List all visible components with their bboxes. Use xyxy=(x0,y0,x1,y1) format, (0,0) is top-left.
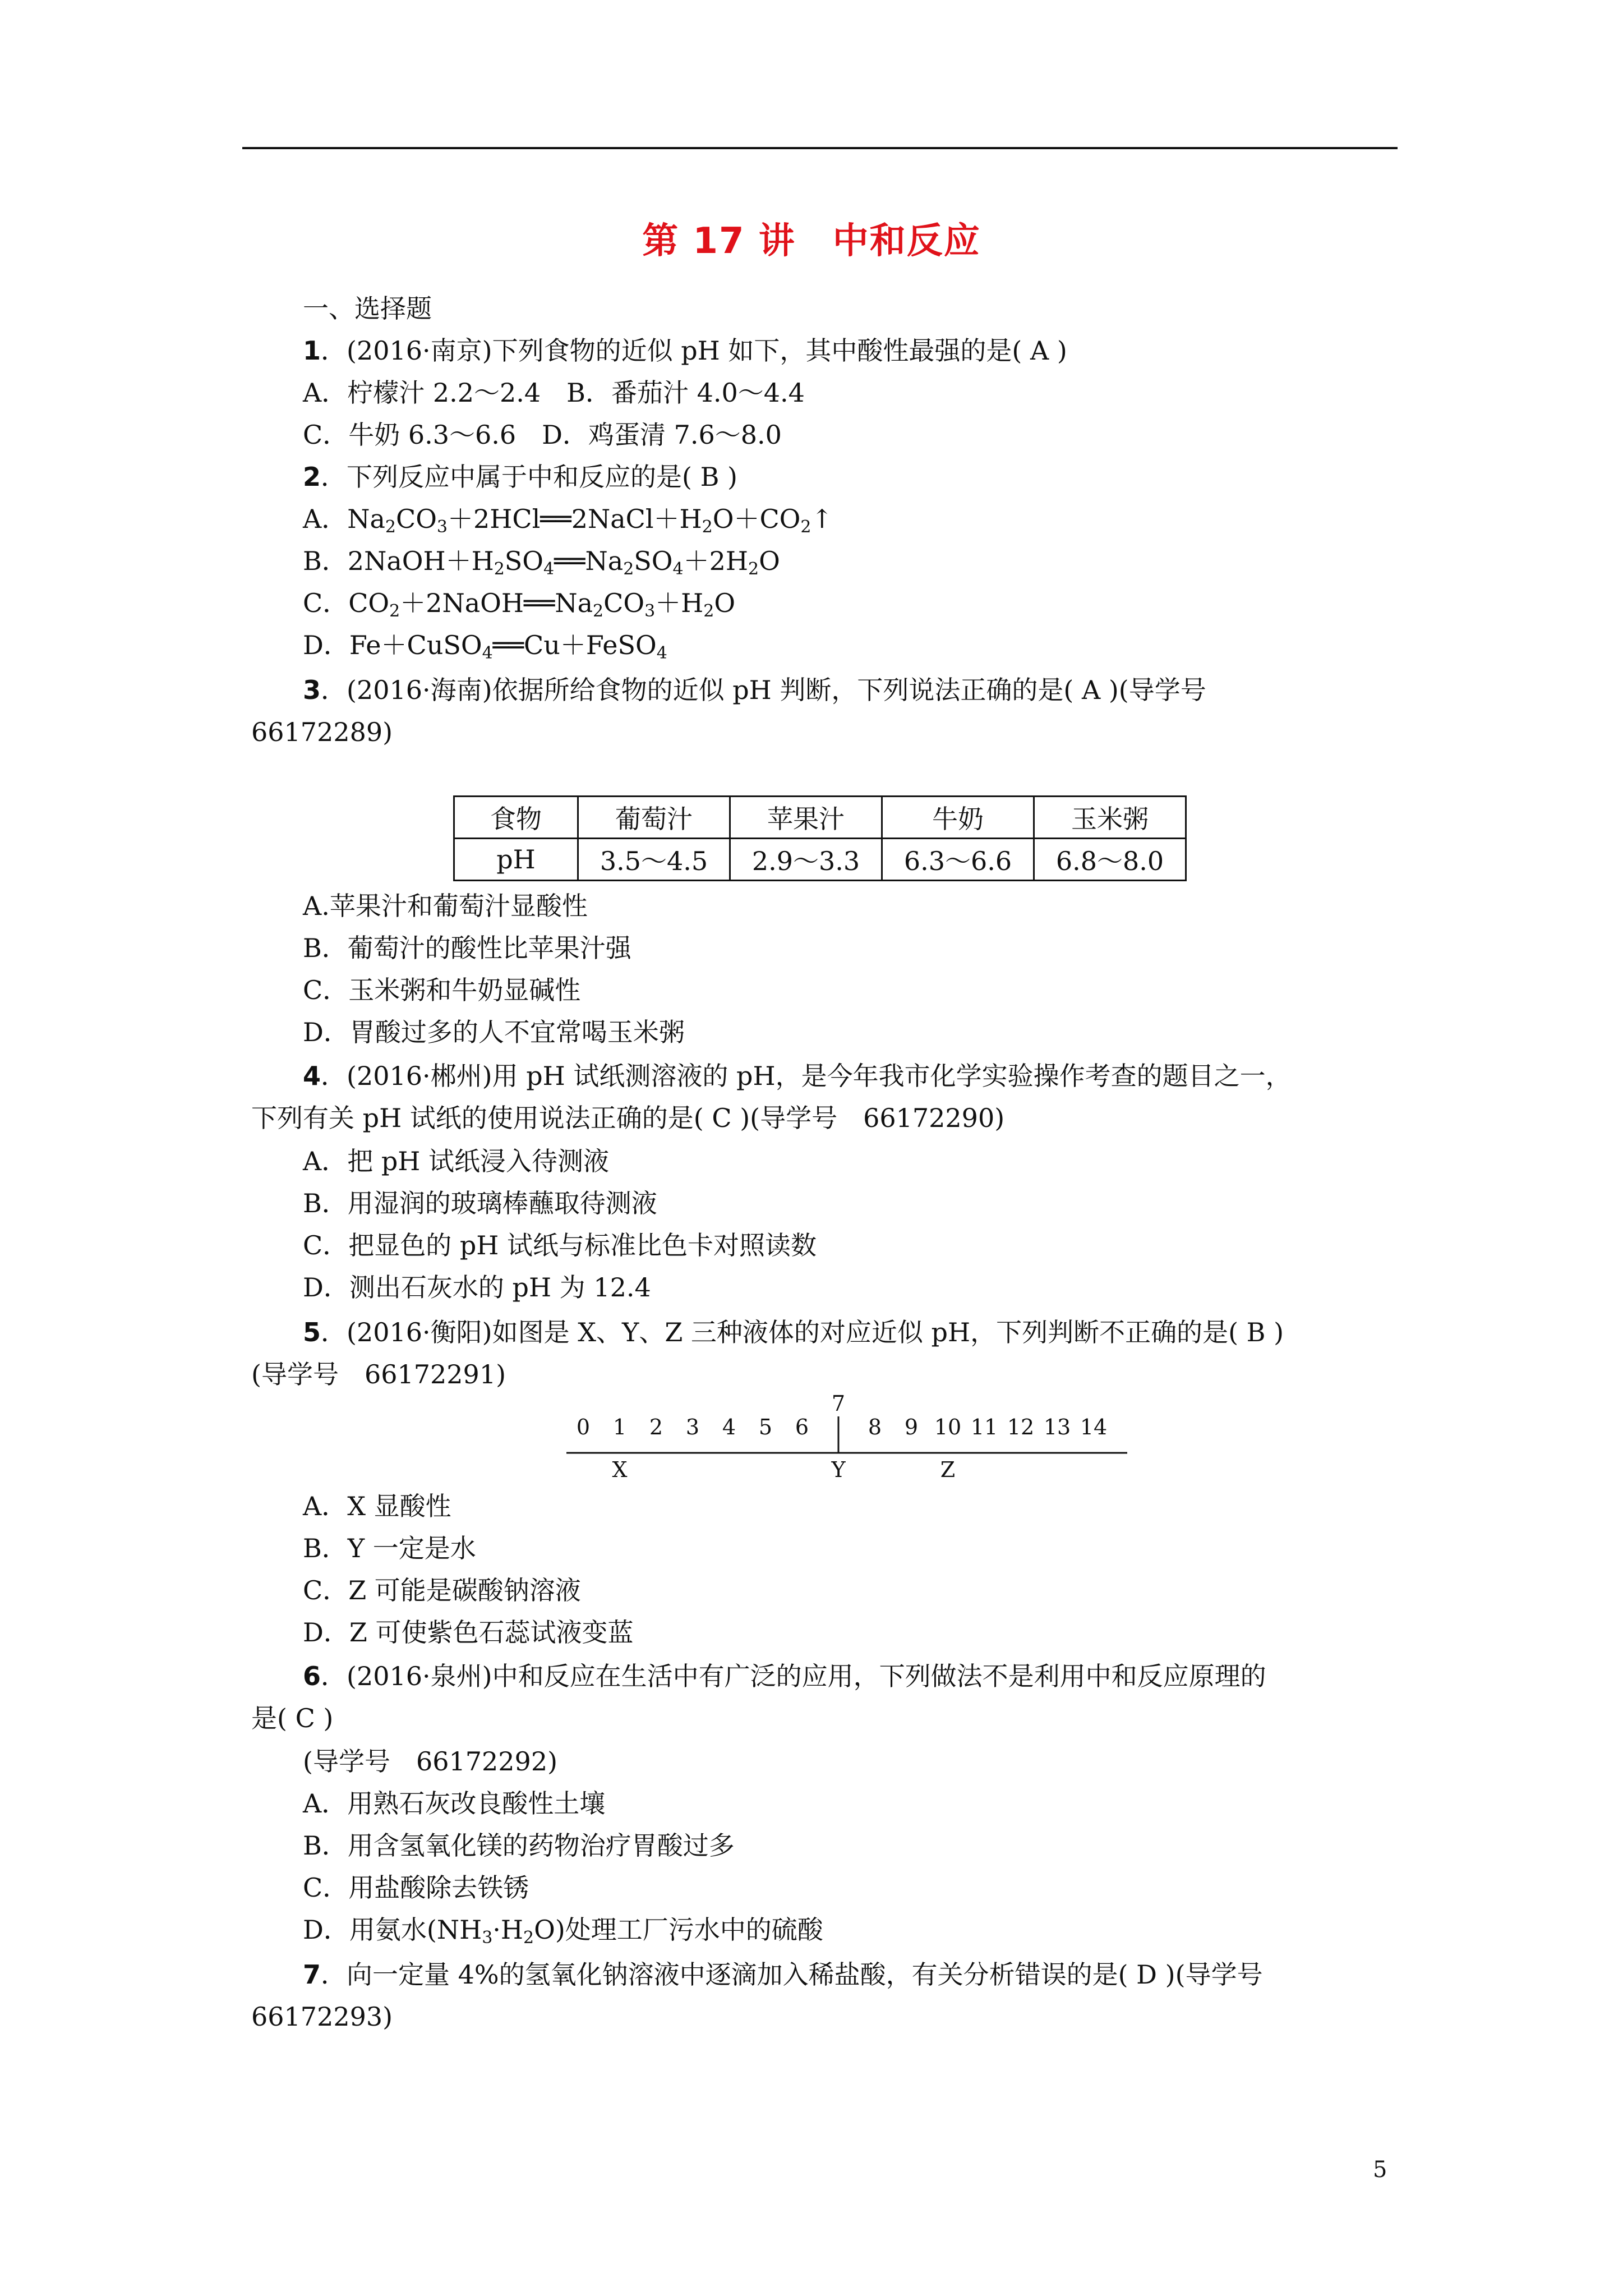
question-6-cont: 是( C ) xyxy=(251,1703,334,1733)
q4-option-d: D．测出石灰水的 pH 为 12.4 xyxy=(303,1272,651,1303)
q4-option-a: A．把 pH 试纸浸入待测液 xyxy=(303,1146,610,1176)
q2-option-b: B．$2NaOH+H_2SO_4══Na_2SO_4+2H_2O$ xyxy=(303,546,780,579)
tick-label: 7 xyxy=(831,1391,846,1416)
question-4-cont: 下列有关 pH 试纸的使用说法正确的是( C )(导学号 66172290) xyxy=(251,1103,1005,1133)
section-heading: 一、选择题 xyxy=(303,293,432,324)
tick-label: 9 xyxy=(904,1415,919,1439)
question-3: 3．(2016·海南)依据所给食物的近似 pH 判断，下列说法正确的是( A )(导学号 xyxy=(303,675,1206,705)
table-cell: 6.8～8.0 xyxy=(1034,839,1186,881)
table-header-row xyxy=(454,797,1186,839)
tick-label: 11 xyxy=(970,1415,998,1439)
marker-label: Z xyxy=(940,1457,956,1482)
q6-option-c: C．用盐酸除去铁锈 xyxy=(303,1872,529,1903)
table-cell: 玉米粥 xyxy=(1034,797,1186,839)
question-5-ref: (导学号 66172291) xyxy=(251,1359,506,1389)
q1-options-ab: A．柠檬汁 2.2～2.4 B．番茄汁 4.0～4.4 xyxy=(303,378,805,408)
q6-option-b: B．用含氢氧化镁的药物治疗胃酸过多 xyxy=(303,1830,735,1861)
q3-option-a: A.苹果汁和葡萄汁显酸性 xyxy=(303,891,588,921)
tick-label: 2 xyxy=(649,1415,663,1439)
ph-scale-svg xyxy=(566,1391,1130,1482)
tick-label: 13 xyxy=(1043,1415,1071,1439)
q2-option-d: D．Fe＋CuSO$_4$══Cu＋FeSO$_4$ xyxy=(303,630,667,663)
tick-label: 1 xyxy=(612,1415,627,1439)
header-rule xyxy=(242,147,1398,149)
table-cell: pH xyxy=(454,839,578,881)
ph-scale-diagram xyxy=(566,1391,1130,1482)
q4-option-b: B．用湿润的玻璃棒蘸取待测液 xyxy=(303,1188,657,1218)
tick-label: 14 xyxy=(1080,1415,1108,1439)
table-cell: 6.3～6.6 xyxy=(882,839,1034,881)
question-6: 6．(2016·泉州)中和反应在生活中有广泛的应用，下列做法不是利用中和反应原理的 xyxy=(303,1661,1266,1691)
q5-option-b: B．Y 一定是水 xyxy=(303,1533,476,1563)
q6-option-d: D．用氨水$(NH_3\cdot H_2O)$处理工厂污水中的硫酸 xyxy=(303,1915,823,1948)
tick-label: 8 xyxy=(868,1415,882,1439)
q3-option-b: B．葡萄汁的酸性比苹果汁强 xyxy=(303,933,631,963)
tick-label: 6 xyxy=(795,1415,809,1439)
question-2: 2．下列反应中属于中和反应的是( B ) xyxy=(303,462,737,492)
tick-label: 0 xyxy=(576,1415,591,1439)
tick-label: 10 xyxy=(934,1415,962,1439)
q3-option-c: C．玉米粥和牛奶显碱性 xyxy=(303,975,581,1005)
page-number: 5 xyxy=(1373,2157,1387,2183)
tick-label: 3 xyxy=(685,1415,700,1439)
question-1: 1．(2016·南京)下列食物的近似 pH 如下，其中酸性最强的是( A ) xyxy=(303,335,1067,366)
q4-option-c: C．把显色的 pH 试纸与标准比色卡对照读数 xyxy=(303,1230,817,1260)
q5-option-d: D．Z 可使紫色石蕊试液变蓝 xyxy=(303,1617,634,1648)
table-row xyxy=(454,839,1186,881)
ph-table xyxy=(453,795,1187,881)
q5-option-c: C．Z 可能是碳酸钠溶液 xyxy=(303,1575,581,1605)
marker-label: X xyxy=(612,1457,628,1482)
table-cell: 2.9～3.3 xyxy=(730,839,882,881)
question-7-ref: 66172293) xyxy=(251,2001,393,2032)
q6-option-a: A．用熟石灰改良酸性土壤 xyxy=(303,1788,606,1819)
question-5: 5．(2016·衡阳)如图是 X、Y、Z 三种液体的对应近似 pH，下列判断不正确的是( B ) xyxy=(303,1317,1284,1347)
table-cell: 苹果汁 xyxy=(730,797,882,839)
marker-label: Y xyxy=(831,1457,846,1482)
q2-option-a: A．$Na_2CO_3+2HCl══2NaCl+H_2O+CO_2↑$ xyxy=(303,504,833,537)
q5-option-a: A．X 显酸性 xyxy=(303,1491,451,1521)
table-cell: 牛奶 xyxy=(882,797,1034,839)
q1-options-cd: C．牛奶 6.3～6.6 D．鸡蛋清 7.6～8.0 xyxy=(303,420,782,450)
question-6-ref: (导学号 66172292) xyxy=(303,1746,558,1777)
question-3-ref: 66172289) xyxy=(251,717,393,747)
page-title: 第 17 讲 中和反应 xyxy=(642,220,981,262)
tick-label: 12 xyxy=(1007,1415,1035,1439)
table-cell: 3.5～4.5 xyxy=(578,839,730,881)
q3-option-d: D．胃酸过多的人不宜常喝玉米粥 xyxy=(303,1017,685,1047)
q2-option-c: C．$CO_2+2NaOH══Na_2CO_3+H_2O$ xyxy=(303,588,736,621)
question-7: 7．向一定量 4%的氢氧化钠溶液中逐滴加入稀盐酸，有关分析错误的是( D )(导学号 xyxy=(303,1959,1263,1990)
tick-label: 5 xyxy=(758,1415,773,1439)
table-cell: 葡萄汁 xyxy=(578,797,730,839)
question-4: 4．(2016·郴州)用 pH 试纸测溶液的 pH，是今年我市化学实验操作考查的题目之一， xyxy=(303,1061,1292,1091)
table-cell: 食物 xyxy=(454,797,578,839)
tick-label: 4 xyxy=(722,1415,736,1439)
